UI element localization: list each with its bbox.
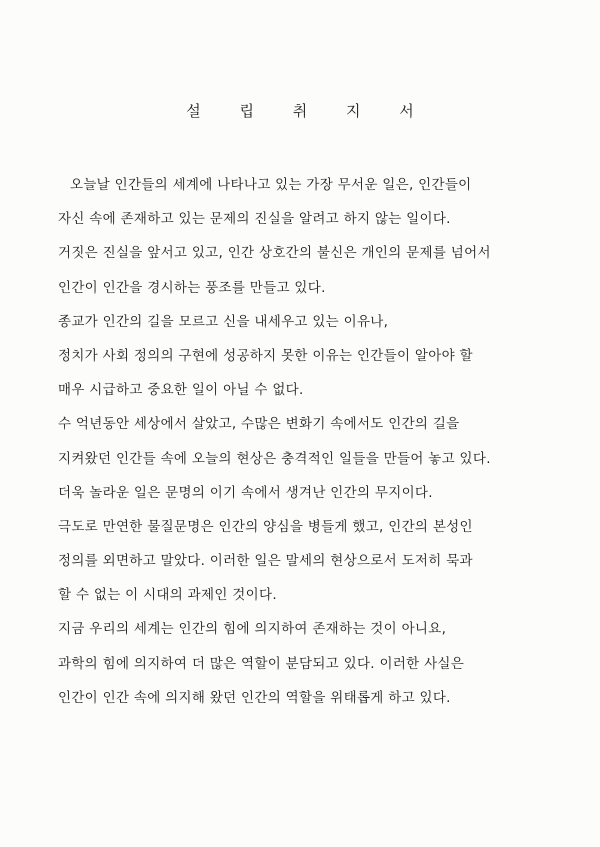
text-line: 정치가 사회 정의의 구현에 성공하지 못한 이유는 인간들이 알아야 할	[58, 347, 473, 364]
text-line: 종교가 인간의 길을 모르고 신을 내세우고 있는 이유나,	[58, 313, 389, 330]
text-line: 더욱 놀라운 일은 문명의 이기 속에서 생겨난 인간의 무지이다.	[58, 484, 433, 501]
text-line: 지켜왔던 인간들 속에 오늘의 현상은 충격적인 일들을 만들어 놓고 있다.	[58, 450, 491, 467]
text-line: 과학의 힘에 의지하여 더 많은 역할이 분담되고 있다. 이러한 사실은	[58, 655, 465, 672]
text-line: 자신 속에 존재하고 있는 문제의 진실을 알려고 하지 않는 일이다.	[58, 211, 451, 228]
text-line: 지금 우리의 세계는 인간의 힘에 의지하여 존재하는 것이 아니요,	[58, 621, 447, 638]
text-line: 수 억년동안 세상에서 살았고, 수많은 변화기 속에서도 인간의 길을	[58, 416, 460, 433]
text-line: 극도로 만연한 물질문명은 인간의 양심을 병들게 했고, 인간의 본성인	[58, 518, 473, 535]
text-line: 인간이 인간을 경시하는 풍조를 만들고 있다.	[58, 279, 326, 296]
text-line: 정의를 외면하고 말았다. 이러한 일은 말세의 현상으로서 도저히 묵과	[58, 553, 473, 570]
text-line: 매우 시급하고 중요한 일이 아닐 수 없다.	[58, 382, 304, 399]
document-body	[58, 168, 563, 715]
text-line: 할 수 없는 이 시대의 과제인 것이다.	[58, 587, 277, 604]
text-line: 거짓은 진실을 앞서고 있고, 인간 상호간의 불신은 개인의 문제를 넘어서	[58, 245, 491, 262]
text-line: 인간이 인간 속에 의지해 왔던 인간의 역할을 위태롭게 하고 있다.	[58, 689, 451, 706]
document-title: 설 립 취 지 서	[186, 102, 431, 120]
text-line: 오늘날 인간들의 세계에 나타나고 있는 가장 무서운 일은, 인간들이	[70, 177, 472, 193]
